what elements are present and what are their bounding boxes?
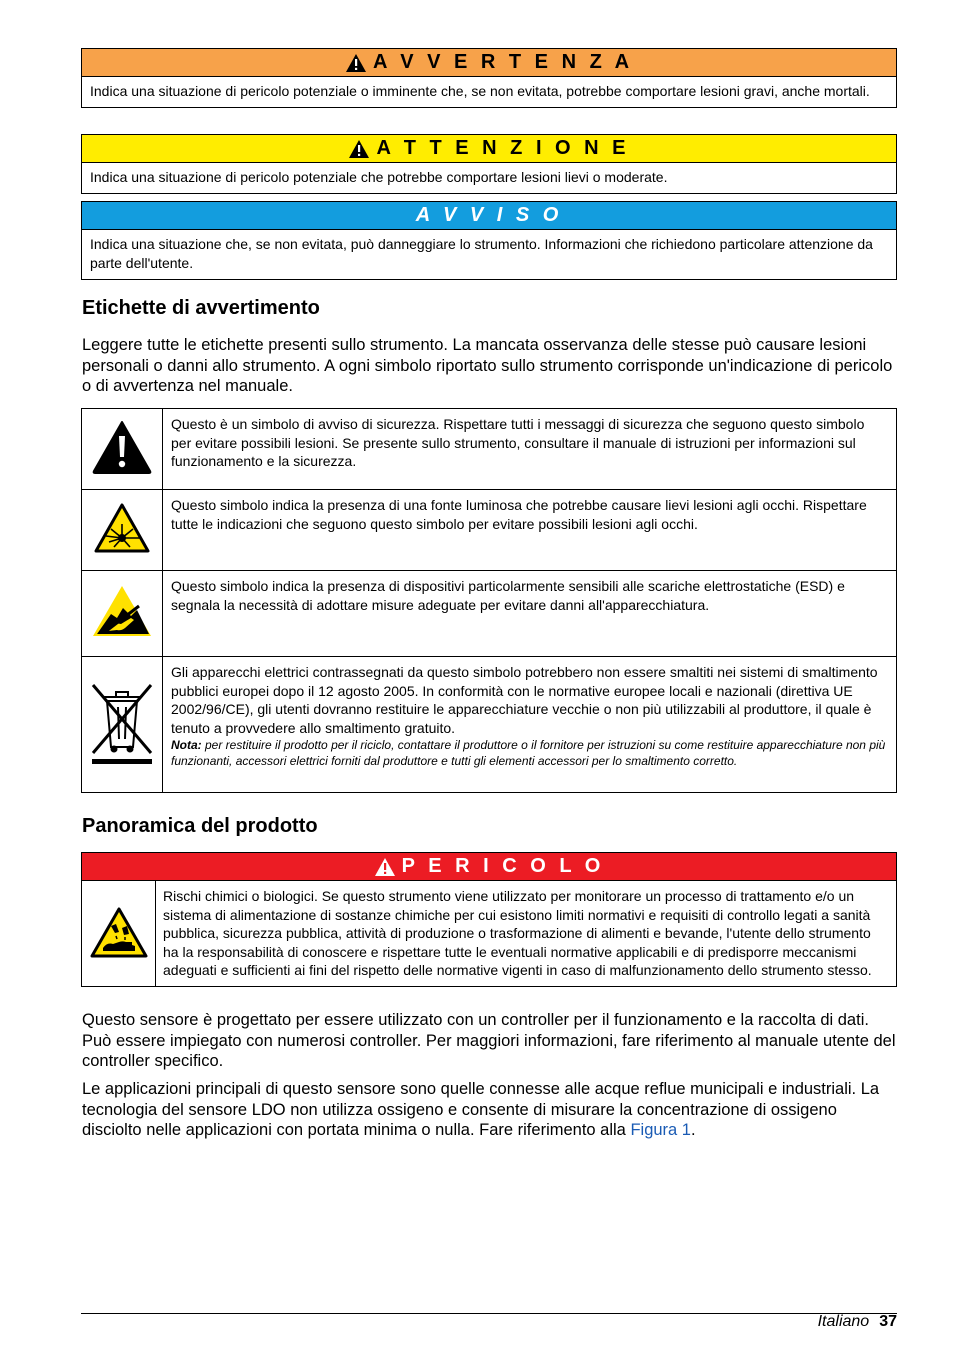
footer-divider (81, 1313, 897, 1314)
weee-description-text: Gli apparecchi elettrici contrassegnati da questo simbolo potrebbero non essere smaltiti nei sistemi di smaltimento pubblici europei dopo il 12 agosto 2005. In conformità con le normative europee locali e nazionali (direttiva UE 2002/96/CE), gli utenti dovranno restituire le apparecchiature vecchie o non più utilizzabili al produttore, il quale è tenuto a provvedere allo smaltimento gratuito. (171, 664, 878, 736)
warning-triangle-icon (374, 857, 396, 877)
section-heading-labels: Etichette di avvertimento (82, 297, 320, 319)
overview-paragraph-1: Questo sensore è progettato per essere utilizzato con un controller per il funzionamento e la raccolta di dati. Può essere impiegato con numerosi controller. Per maggiori informazioni, fare riferimento al manuale utente del controller specifico. (82, 1011, 896, 1070)
warning-triangle-icon (345, 53, 367, 73)
warning-box (81, 48, 897, 108)
note-text: per restituire il prodotto per il riciclo, contattare il produttore o il fornitore per istruzioni su come restituire apparecchiature non più funzionanti, accessori elettrici forniti dal produttore e tutti gli elementi accessori per lo smaltimento corretto. (171, 738, 886, 768)
caution-box-text: Indica una situazione di pericolo potenziale che potrebbe comportare lesioni lievi o moderate. (90, 169, 668, 185)
table-row (82, 490, 897, 571)
notice-box-text: Indica una situazione che, se non evitata, può danneggiare lo strumento. Informazioni che richiedono particolare attenzione da parte dell'utente. (90, 236, 873, 271)
symbol-description: Questo è un simbolo di avviso di sicurezza. Rispettare tutti i messaggi di sicurezza che seguono questo simbolo per evitare possibili lesioni. Se presente sullo strumento, consultare il manuale di istruzioni per informazioni sul funzionamento e la sicurezza. (163, 409, 897, 490)
warning-box-text: Indica una situazione di pericolo potenziale o imminente che, se non evitata, potrebbe comportare lesioni gravi, anche mortali. (90, 83, 870, 99)
table-row (82, 409, 897, 490)
symbol-cell (82, 571, 163, 657)
page-footer (818, 1313, 897, 1331)
laser-icon (93, 502, 151, 554)
labels-intro-paragraph: Leggere tutte le etichette presenti sullo strumento. La mancata osservanza delle stesse può causare lesioni personali o danni allo strumento. A ogni simbolo riportato sullo strumento corrisponde un'indicazione di pericolo o di avvertenza nel manuale. (82, 336, 893, 395)
footer-language: Italiano (817, 1313, 870, 1330)
danger-box-row (82, 881, 896, 986)
notice-box-title: A V V I S O (415, 204, 563, 226)
symbol-description: Questo simbolo indica la presenza di dispositivi particolarmente sensibili alle scariche elettrostatiche (ESD) e segnala la necessità di adottare misure adeguate per evitare danni all'apparecchiatura. (163, 571, 897, 657)
caution-box (81, 134, 897, 194)
symbol-description: Questo simbolo indica la presenza di una fonte luminosa che potrebbe causare lievi lesioni agli occhi. Rispettare tutte le indicazioni che seguono questo simbolo per evitare possibili lesioni agli occhi. (163, 490, 897, 571)
page-number: 37 (879, 1313, 897, 1330)
danger-box (81, 852, 897, 987)
caution-box-title: A T T E N Z I O N E (376, 137, 630, 159)
symbol-cell (82, 490, 163, 571)
esd-icon (91, 584, 153, 638)
figure-link[interactable]: Figura 1 (630, 1121, 691, 1139)
danger-box-header (82, 853, 896, 881)
symbol-cell (82, 409, 163, 490)
section-heading-overview: Panoramica del prodotto (82, 815, 318, 837)
danger-box-title: P E R I C O L O (401, 855, 605, 877)
caution-box-header (82, 135, 896, 163)
notice-box-header (82, 202, 896, 230)
warning-triangle-icon (348, 139, 370, 159)
symbols-table (81, 408, 897, 793)
danger-icon-cell (82, 881, 156, 986)
weee-note (171, 737, 888, 769)
symbol-description (163, 657, 897, 793)
symbol-cell (82, 657, 163, 793)
paragraph-end: . (690, 1121, 696, 1139)
chemical-hazard-icon (89, 906, 149, 960)
table-row (82, 571, 897, 657)
notice-box (81, 201, 897, 280)
danger-box-text: Rischi chimici o biologici. Se questo strumento viene utilizzato per monitorare un processo di trattamento e/o un sistema di alimentazione di sostanze chimiche per cui esistono limiti normativi e requisiti di controllo legati a sanità pubblica, sicurezza pubblica, attività di produzione o trasformazione di alimenti e bevande, l'utente dello strumento ha la responsabilità di conoscere e rispettare tutte le eventuali normative applicabili e di predisporre meccanismi adeguati e sufficienti ai fini del rispetto delle normative vigenti in caso di malfunzionamento dello strumento stesso. (163, 888, 872, 978)
warning-triangle-icon (91, 419, 153, 475)
note-label: Nota: (171, 738, 202, 752)
warning-box-header (82, 49, 896, 77)
weee-bin-icon (90, 677, 154, 767)
table-row (82, 657, 897, 793)
overview-paragraph-2 (82, 1079, 897, 1141)
warning-box-title: A V V E R T E N Z A (372, 51, 634, 73)
paragraph-text: Le applicazioni principali di questo sensore sono quelle connesse alle acque reflue municipali e industriali. La tecnologia del sensore LDO non utilizza ossigeno e consente di misurare la concentrazione di ossigeno disciolto nelle applicazioni con portata minima o nulla. Fare riferimento alla (82, 1080, 880, 1139)
